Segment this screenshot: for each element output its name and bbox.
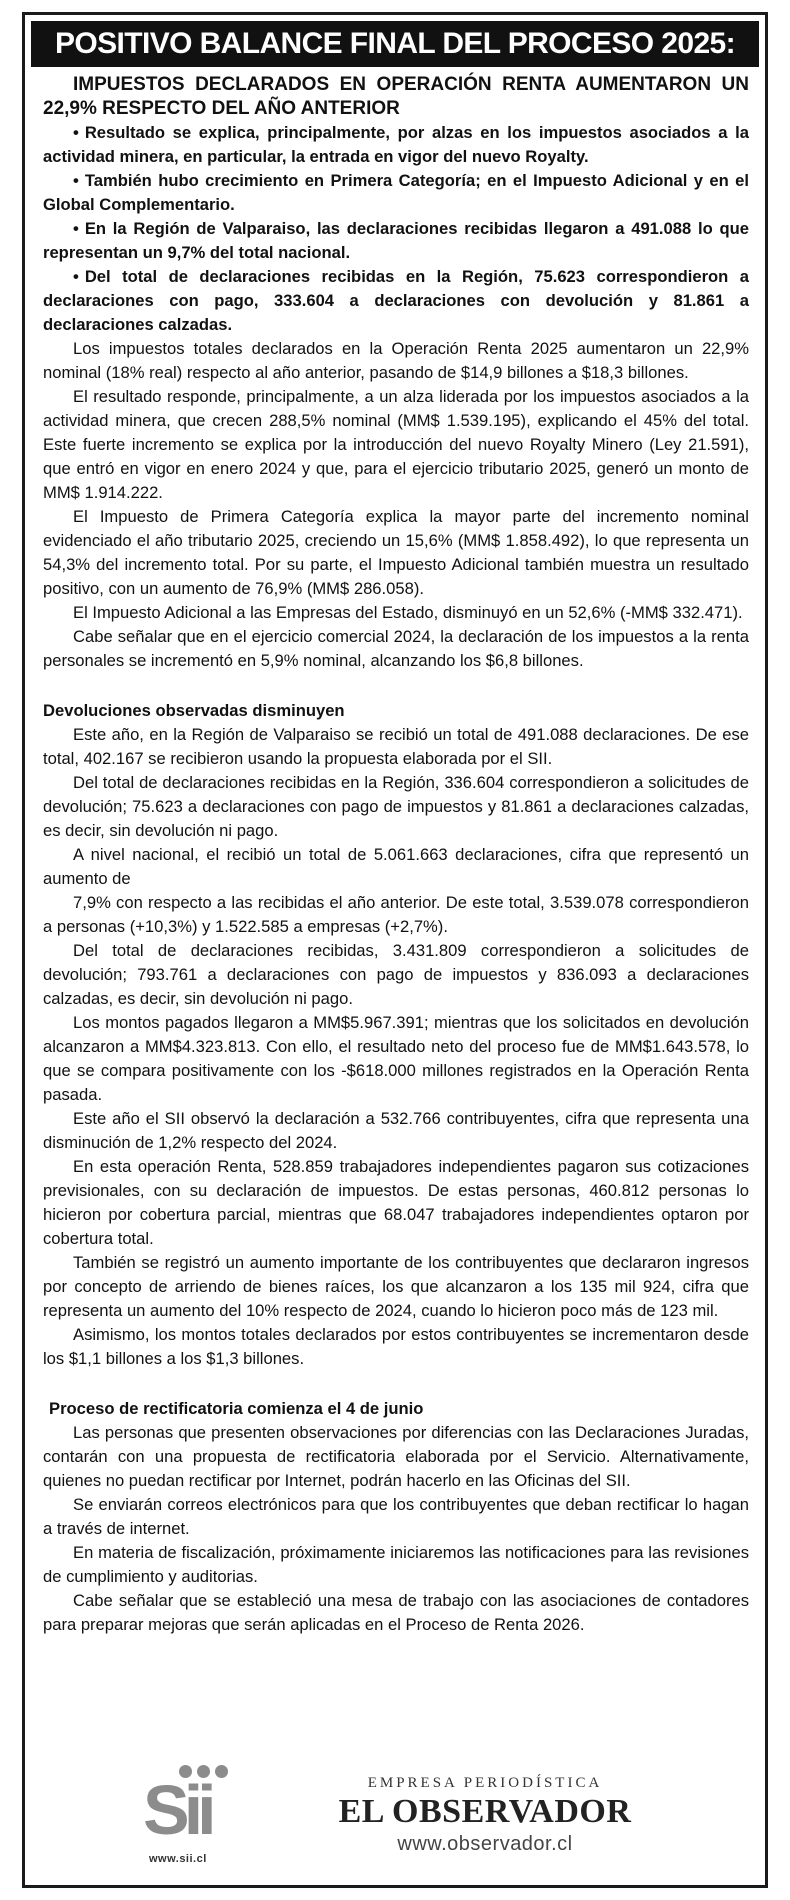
bullet-text: También hubo crecimiento en Primera Categoría; en el Impuesto Adicional y en el Global Complementario. (43, 171, 749, 214)
paragraph: Los impuestos totales declarados en la Operación Renta 2025 aumentaron un 22,9% nominal (18% real) respecto al año anterior, pasando de $14,9 billones a $18,3 billones. (43, 339, 749, 382)
bullet-text: Del total de declaraciones recibidas en la Región, 75.623 correspondieron a declaraciones con pago, 333.604 a declaraciones con devolución y 81.861 a declaraciones calzadas. (43, 267, 749, 334)
bullet-item (43, 121, 749, 169)
publisher-tagline: EMPRESA PERIODÍSTICA (367, 1775, 603, 1791)
paragraph: En materia de fiscalización, próximamente iniciaremos las notificaciones para las revisiones de cumplimiento y auditorias. (43, 1543, 749, 1586)
footer-logos (25, 1761, 765, 1873)
paragraph: Se enviarán correos electrónicos para que los contribuyentes que deban rectificar lo hagan a través de internet. (43, 1495, 749, 1538)
sii-logo (135, 1765, 255, 1869)
banner-title: POSITIVO BALANCE FINAL DEL PROCESO 2025: (31, 21, 759, 67)
section-heading: Proceso de rectificatoria comienza el 4 de junio (49, 1399, 424, 1418)
bullet-text: Resultado se explica, principalmente, por alzas en los impuestos asociados a la actividad minera, en particular, la entrada en vigor del nuevo Royalty. (43, 123, 749, 166)
paragraph: El resultado responde, principalmente, a un alza liderada por los impuestos asociados a la actividad minera, que crecen 288,5% nominal (MM$ 1.539.195), explicando el 45% del total. Este fuerte incremento se explica por la introducción del nuevo Royalty Minero (Ley 21.591), que entró en vigor en enero 2024 y que, para el ejercicio tributario 2025, generó un monto de MM$ 1.914.222. (43, 387, 749, 502)
paragraph: El Impuesto Adicional a las Empresas del Estado, disminuyó en un 52,6% (-MM$ 332.471). (73, 603, 743, 622)
bullet-dot-icon: • (73, 219, 79, 238)
sii-dot-icon (215, 1765, 228, 1778)
paragraph: En esta operación Renta, 528.859 trabajadores independientes pagaron sus cotizaciones previsionales, con su declaración de impuestos. De estas personas, 460.812 personas lo hicieron por cobertura parcial, mientras que 68.047 trabajadores independientes optaron por cobertura total. (43, 1157, 749, 1248)
article-body (25, 67, 765, 1637)
bullet-item (43, 169, 749, 217)
paragraph: Este año, en la Región de Valparaiso se recibió un total de 491.088 declaraciones. De ese total, 402.167 se recibieron usando la propuesta elaborada por el SII. (43, 725, 749, 768)
paragraph: Asimismo, los montos totales declarados por estos contribuyentes se incrementaron desde los $1,1 billones a los $1,3 billones. (43, 1325, 749, 1368)
bullet-text: En la Región de Valparaiso, las declaraciones recibidas llegaron a 491.088 lo que representan un 9,7% del total nacional. (43, 219, 749, 262)
paragraph: El Impuesto de Primera Categoría explica la mayor parte del incremento nominal evidenciado el año tributario 2025, creciendo un 15,6% (MM$ 1.858.492), lo que representa un 54,3% del incremento total. Por su parte, el Impuesto Adicional también muestra un resultado positivo, con un aumento de 76,9% (MM$ 286.058). (43, 507, 749, 598)
sii-logo-text: Sii (143, 1771, 211, 1849)
publisher-url: www.observador.cl (397, 1833, 573, 1855)
bullet-item (43, 265, 749, 337)
paragraph: Del total de declaraciones recibidas en la Región, 336.604 correspondieron a solicitudes de devolución; 75.623 a declaraciones con pago de impuestos y 81.861 a declaraciones calzadas, es decir, sin devolución ni pago. (43, 773, 749, 840)
bullet-dot-icon: • (73, 123, 79, 142)
bullet-item (43, 217, 749, 265)
publisher-name: EL OBSERVADOR (338, 1793, 632, 1830)
paragraph: Cabe señalar que en el ejercicio comercial 2024, la declaración de los impuestos a la renta personales se incrementó en 5,9% nominal, alcanzando los $6,8 billones. (43, 627, 749, 670)
publisher-logo (315, 1773, 655, 1857)
article-headline: IMPUESTOS DECLARADOS EN OPERACIÓN RENTA AUMENTARON UN 22,9% RESPECTO DEL AÑO ANTERIOR (43, 74, 749, 119)
paragraph: Las personas que presenten observaciones por diferencias con las Declaraciones Juradas, contarán con una propuesta de rectificatoria elaborada por el Servicio. Alternativamente, quienes no puedan rectificar por Internet, podrán hacerlo en las Oficinas del SII. (43, 1423, 749, 1490)
paragraph: Los montos pagados llegaron a MM$5.967.391; mientras que los solicitados en devolución alcanzaron a MM$4.323.813. Con ello, el resultado neto del proceso fue de MM$1.643.578, lo que se compara positivamente con los -$618.000 millones registrados en la Operación Renta pasada. (43, 1013, 749, 1104)
paragraph: Este año el SII observó la declaración a 532.766 contribuyentes, cifra que representa una disminución de 1,2% respecto del 2024. (43, 1109, 749, 1152)
paragraph: También se registró un aumento importante de los contribuyentes que declararon ingresos por concepto de arriendo de bienes raíces, los que alcanzaron a los 135 mil 924, cifra que representa un aumento del 10% respecto de 2024, cuando lo hicieron poco más de 123 mil. (43, 1253, 749, 1320)
sii-url: www.sii.cl (149, 1853, 207, 1865)
paragraph: 7,9% con respecto a las recibidas el año anterior. De este total, 3.539.078 correspondieron a personas (+10,3%) y 1.522.585 a empresas (+2,7%). (43, 893, 749, 936)
bullet-dot-icon: • (73, 171, 79, 190)
paragraph: Cabe señalar que se estableció una mesa de trabajo con las asociaciones de contadores para preparar mejoras que serán aplicadas en el Proceso de Renta 2026. (43, 1591, 749, 1634)
paragraph: A nivel nacional, el recibió un total de 5.061.663 declaraciones, cifra que representó un aumento de (43, 845, 749, 888)
article-page (22, 12, 768, 1888)
paragraph: Del total de declaraciones recibidas, 3.431.809 correspondieron a solicitudes de devolución; 793.761 a declaraciones con pago de impuestos y 836.093 a declaraciones calzadas, es decir, sin devolución ni pago. (43, 941, 749, 1008)
section-heading: Devoluciones observadas disminuyen (43, 701, 345, 720)
bullet-dot-icon: • (73, 267, 79, 286)
